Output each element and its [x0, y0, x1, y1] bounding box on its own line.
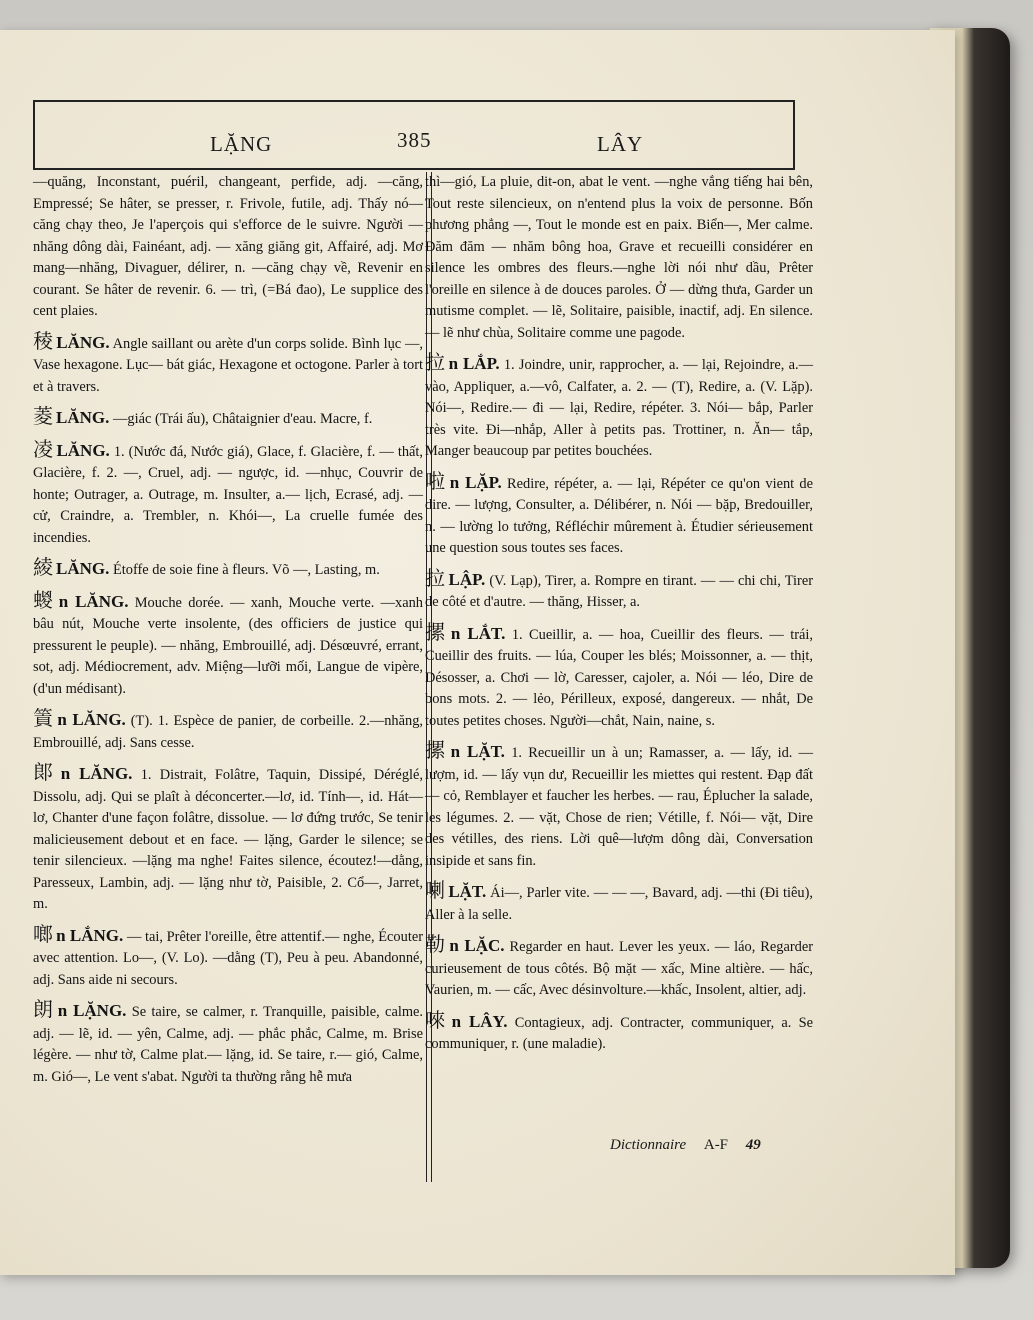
entry-text: —giác (Trái ấu), Châtaignier d'eau. Macre, f. [112, 411, 373, 427]
dictionary-entry [33, 587, 424, 701]
entry-headword: n LĂNG. [57, 710, 126, 729]
entry-text: thì—gió, La pluie, dit-on, abat le vent. —nghe vắng tiếng hai bên, Tout reste silencieux, on n'entend plus la voix de personne. Bốn phương phẳng —, Tout le monde est en paix. Biển—, Mer calme. Đăm đăm — nhăm bông hoa, Grave et recueilli considérer en silence les ombres des fleurs.—nghe lời nói như dầu, Prêter l'oreille en silence à de douces paroles. Ở — dừng thưa, Garder un mutisme complet. — lẽ, Solitaire, paisible, inactif, adj. En silence. — lẽ như chùa, Solitaire comme une pagode. [425, 174, 813, 341]
entry-text: Contagieux, adj. Contracter, communiquer, a. Se communiquer, r. (une maladie). [425, 1014, 813, 1052]
dictionary-entry [33, 436, 424, 550]
running-header [33, 100, 795, 170]
dictionary-entry [33, 328, 423, 399]
entry-headword: n LẶC. [449, 936, 505, 955]
entry-headword: LĂNG. [56, 559, 110, 578]
entry-headword: n LĂNG. [58, 591, 129, 611]
dictionary-entry [425, 619, 814, 733]
han-character: 綾 [33, 555, 53, 579]
han-character: 勒 [425, 932, 447, 956]
entry-headword: LĂNG. [56, 408, 110, 427]
signature-number: 49 [745, 1137, 761, 1153]
page-number: 385 [397, 128, 432, 152]
entry-text: 1. Cueillir, a. — hoa, Cueillir des fleurs. — trái, Cueillir des fruits. — lúa, Couper les blés; Moissonner, a. — thịt, Désosser, a. Chơi — lờ, Caresser, cajoler, a. Nói — léo, Dire de bons mots. 2. — lẻo, Périlleux, exposé, dangereux. — nhắt, De toutes petites choses. Người—chắt, Nain, naine, s. [425, 626, 814, 729]
entry-headword: n LẶP. [449, 472, 502, 492]
dictionary-entry [33, 172, 423, 323]
han-character: 稜 [33, 328, 54, 353]
dictionary-entry [425, 352, 813, 463]
dictionary-entry [425, 1007, 813, 1056]
signature-title: Dictionnaire [610, 1137, 687, 1153]
entry-headword: LẶT. [448, 882, 487, 901]
han-character: 菱 [33, 404, 53, 428]
signature-sheet: A-F [703, 1137, 729, 1153]
dictionary-entry [425, 172, 813, 344]
signature-footer [610, 1137, 775, 1154]
entry-text: Mouche dorée. — xanh, Mouche verte. —xanh bâu nút, Mouche verte insolente, (des officiers de justice qui pressurent le peuple). — nhăng, Embrouillé, adj. Désœuvré, errant, sot, adj. Médiocrement, adv. Miệng—lưỡi mối, Langue de vipère, (d'un médisant). [33, 594, 424, 697]
entry-headword: n LẶT. [450, 742, 505, 761]
dictionary-entry [425, 880, 813, 926]
han-character: 篢 [33, 706, 55, 730]
entry-text: 1. Recueillir un à un; Ramasser, a. — lấy, id. — lượm, id. — lấy vụn dư, Recueillir les miettes qui restent. Đạp đất — cỏ, Remblayer et faucher les herbes. — rau, Éplucher la salade, les légumes. 2. — vặt, Chose de rien; Vétille, f. Nói— vặt, Dire des vétilles, des riens. Lời quê—lượm dông dài, Conversation insipide et sans fin. [425, 745, 814, 869]
han-character: 摞 [425, 738, 448, 762]
dictionary-entry [33, 406, 423, 431]
dictionary-entry [425, 468, 814, 560]
han-character: 唻 [425, 1007, 449, 1032]
han-character: 啷 [33, 921, 54, 946]
entry-headword: n LẮP. [448, 354, 500, 373]
entry-headword: n LÂY. [451, 1011, 508, 1031]
dictionary-entry [33, 762, 423, 916]
entry-headword: n LĂNG. [60, 764, 133, 783]
han-character: 凌 [33, 436, 54, 461]
dictionary-entry [33, 557, 423, 582]
entry-text: Étoffe de soie fine à fleurs. Võ —, Lasting, m. [112, 562, 380, 578]
entry-text: Ái—, Parler vite. — — —, Bavard, adj. —thi (Đi tiêu), Aller à la selle. [425, 885, 813, 923]
dictionary-entry [33, 921, 423, 992]
dictionary-entry [33, 708, 423, 754]
entry-text: (T). 1. Espèce de panier, de corbeille. 2.—nhăng, Embrouillé, adj. Sans cesse. [33, 713, 423, 751]
dictionary-entry [425, 934, 813, 1002]
dictionary-entry [425, 740, 813, 872]
entry-text: 1. Distrait, Folâtre, Taquin, Dissipé, Déréglé, Dissolu, adj. Qui se plaît à déconcerter.—lơ, id. Tính—, id. Hát—lơ, Chanter d'une façon folâtre, dissolue. — lơ đứng trước, Se tenir malicieusement debout et en face. — lặng, Garder le silence; se tenir silencieux. —lặng ma nghe! Faites silence, écoutez!—dằng, Paresseux, Lambin, adj. — lặng như tờ, Paisible, 2. Cổ—, Jarret, m. [33, 767, 424, 912]
entry-text: 1. Joindre, unir, rapprocher, a. — lại, Rejoindre, a.—vào, Appliquer, a.—vô, Calfater, a. 2. — (T), Redire, a. (V. Lặp). Nói—, Redire.— đi — lại, Redire, répéter. 3. Nói— bắp, Parler très vite. Đi—nhắp, Aller à petits pas. Trottiner, n. Ăn— tắp, Manger beaucoup par petites bouchées. [425, 357, 813, 459]
dictionary-entry [33, 999, 423, 1088]
han-character: 喇 [425, 878, 446, 902]
entry-text: — tai, Prêter l'oreille, être attentif.— nghe, Écouter avec attention. Lo—, (V. Lo). —dằng (T), Peu à peu. Abandonné, adj. Sans aide ni secours. [33, 928, 423, 988]
entry-text: —quăng, Inconstant, puéril, changeant, perfide, adj. —căng, Empressé; Se hâter, se presser, r. Frivole, futile, adj. Thấy nó—căng chạy theo, Je l'aperçois qui s'efforce de le suivre. Người — nhăng dông dài, Fainéant, adj. — xăng giăng git, Affairé, adj. Mơ mang—nhăng, Divaguer, délirer, n. —căng chạy về, Revenir en courant. Se hâter de revenir. 6. — trì, (=Bá đao), Le supplice des cent plaies. [33, 174, 423, 319]
entry-text: Redire, répéter, a. — lại, Répéter ce qu'on vient de dire. — lượng, Consulter, a. Délibérer, n. Nói — bặp, Bredouiller, n. — lường lo tưởng, Réfléchir mûrement à. Étudier sérieusement une question sous toutes ses faces. [425, 475, 814, 556]
han-character: 拉 [425, 350, 446, 374]
han-character: 郞 [33, 760, 58, 784]
entry-text: Se taire, se calmer, r. Tranquille, paisible, calme. adj. — lẽ, id. — yên, Calme, adj. — phắc phắc, Calme, m. Brise légère. — như tờ, Calme plat.— lặng, id. Se taire, r.— gió, Calme, m. Gió—, Le vent s'abat. Người ta thường rằng hễ mưa [33, 1004, 424, 1085]
right-column [425, 172, 813, 1064]
entry-text: Regarder en haut. Lever les yeux. — láo, Regarder curieusement de tous côtés. Bộ mặt — xấc, Mine altière. — hấc, Vaurien, m. — cấc, Avec désinvolture.—khấc, Insolent, altier, adj. [425, 939, 814, 998]
left-column [33, 172, 423, 1096]
dictionary-entry [425, 565, 813, 614]
entry-text: (V. Lạp), Tirer, a. Rompre en tirant. — — chi chi, Tirer de côté et d'autre. — thăng, Hisser, a. [425, 572, 813, 610]
han-character: 摞 [425, 619, 448, 644]
entry-text: 1. (Nước đá, Nước giá), Glace, f. Glacière, f. — thất, Glacière, f. 2. —, Cruel, adj. — ngược, id. —nhục, Couvrir de honte; Outrager, a. Outrage, m. Insulter, a.— lịch, Ecrasé, adj. — cử, Craindre, a. Trembler, n. Khói—, La cruelle fumée des incendies. [33, 443, 424, 546]
entry-text: Angle saillant ou arète d'un corps solide. Bình lục —, Vase hexagone. Lục— bát giác, Hexagone et octogone. Parler à tort et à travers. [33, 335, 423, 395]
entry-headword: n LẮNG. [56, 925, 124, 945]
han-character: 蝬 [33, 587, 56, 612]
entry-headword: LĂNG. [56, 440, 110, 460]
entry-headword: n LẶNG. [57, 1001, 127, 1020]
entry-headword: LĂNG. [56, 332, 110, 352]
header-left-word: LẶNG [210, 132, 273, 156]
han-character: 朗 [33, 997, 55, 1021]
entry-headword: LẬP. [448, 569, 486, 589]
entry-headword: n LẮT. [450, 623, 506, 643]
header-right-word: LÂY [597, 132, 644, 156]
han-character: 啦 [425, 468, 447, 493]
han-character: 拉 [425, 565, 446, 590]
